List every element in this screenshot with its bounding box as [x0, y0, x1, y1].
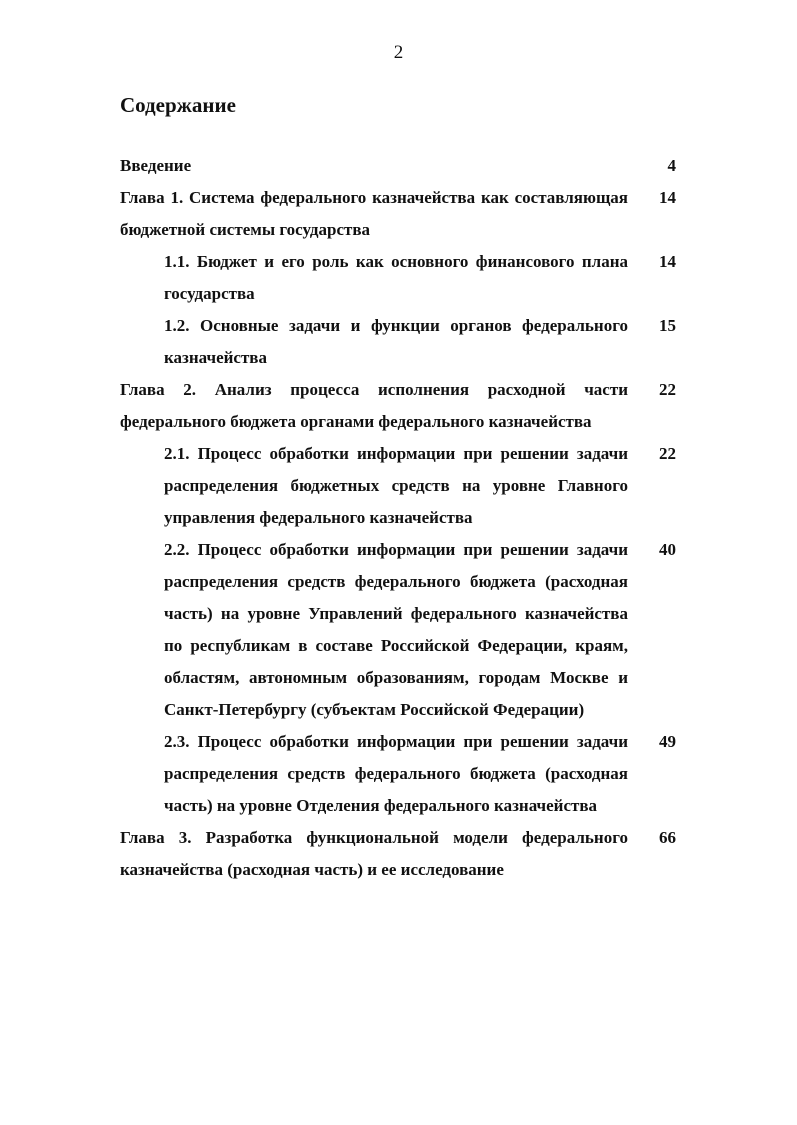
toc-entry-title: 1.1. Бюджет и его роль как основного финансового плана государства — [164, 252, 628, 303]
toc-entry-page: 40 — [659, 540, 676, 559]
toc-entry-title: 1.2. Основные задачи и функции органов федерального казначейства — [164, 316, 628, 367]
toc-entry-title: Глава 2. Анализ процесса исполнения расходной части федерального бюджета органами федерального казначейства — [120, 380, 628, 431]
toc-entry-title: 2.3. Процесс обработки информации при решении задачи распределения средств федерального бюджета (расходная часть) на уровне Отделения федерального казначейства — [164, 732, 628, 815]
toc-entry-page: 49 — [659, 732, 676, 751]
toc-entry-section-2-3 — [0, 726, 797, 822]
toc-entry-introduction — [0, 150, 797, 182]
toc-entry-page: 22 — [659, 380, 676, 399]
toc-entry-section-1-1 — [0, 246, 797, 310]
toc-entry-page: 22 — [659, 444, 676, 463]
toc-entry-title: Глава 3. Разработка функциональной модели федерального казначейства (расходная часть) и ее исследование — [120, 828, 628, 879]
toc-entry-title: Глава 1. Система федерального казначейства как составляющая бюджетной системы государства — [120, 188, 628, 239]
toc-entry-page: 14 — [659, 188, 676, 207]
toc-entry-title: Введение — [120, 156, 192, 175]
toc-entry-chapter-1 — [0, 182, 797, 246]
table-of-contents — [0, 150, 797, 886]
toc-entry-chapter-2 — [0, 374, 797, 438]
toc-entry-section-1-2 — [0, 310, 797, 374]
toc-entry-page: 15 — [659, 316, 676, 335]
toc-entry-title: 2.1. Процесс обработки информации при решении задачи распределения бюджетных средств на уровне Главного управления федерального казначейства — [164, 444, 628, 527]
toc-entry-chapter-3 — [0, 822, 797, 886]
toc-entry-page: 66 — [659, 828, 676, 847]
toc-entry-page: 14 — [659, 252, 676, 271]
toc-heading: Содержание — [120, 93, 236, 117]
toc-entry-section-2-1 — [0, 438, 797, 534]
page-number: 2 — [393, 42, 404, 63]
toc-entry-title: 2.2. Процесс обработки информации при решении задачи распределения средств федерального бюджета (расходная часть) на уровне Управлений федерального казначейства по республикам в составе Российской Федерации, краям, областям, автономным образованиям, городам Москве и Санкт-Петербургу (субъектам Российской Федерации) — [164, 540, 628, 719]
toc-entry-page: 4 — [667, 156, 676, 175]
toc-entry-section-2-2 — [0, 534, 797, 726]
